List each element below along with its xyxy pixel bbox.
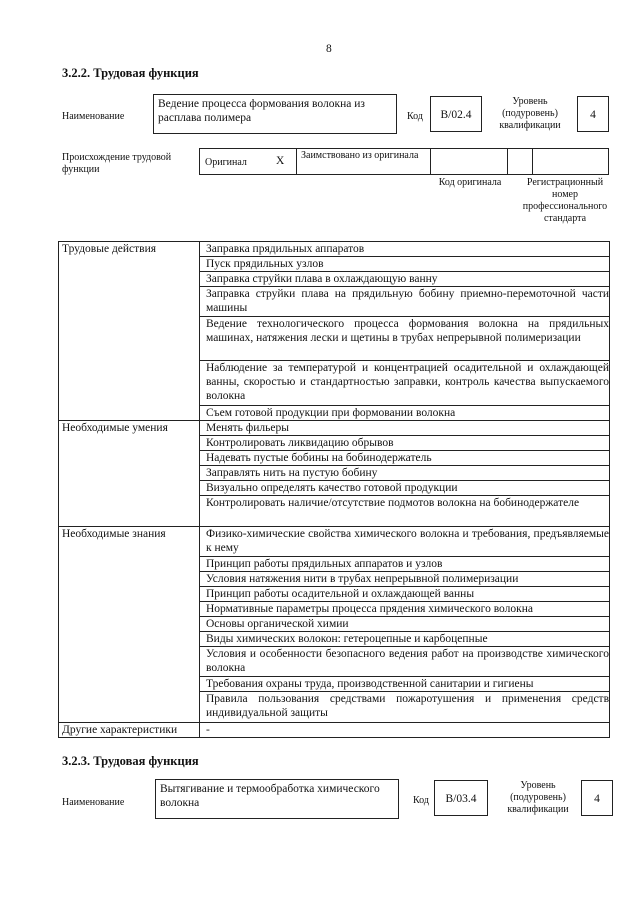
code-label: Код: [413, 795, 429, 806]
table-cell: Контролировать ликвидацию обрывов: [206, 437, 394, 449]
name-value-box: [153, 94, 397, 134]
original-mark: X: [276, 155, 285, 167]
reg-number-label: Регистрационный номер профессионального стандарта: [522, 177, 608, 224]
section-title: 3.2.2. Трудовая функция: [62, 66, 199, 80]
table-cell: Пуск прядильных узлов: [206, 258, 324, 270]
table-cell: Контролировать наличие/отсутствие подмотов волокна на бобинодержателе: [206, 497, 580, 509]
code-original-label: Код оригинала: [438, 177, 502, 188]
table-cell: Правила пользования средствами пожаротушения и применения средств индивидуальной защиты: [206, 693, 609, 719]
table-cell: Основы органической химии: [206, 618, 349, 630]
section-label-labor-actions: Трудовые действия: [62, 243, 157, 255]
table-cell: Заправка струйки плава на прядильную бобину приемно-перемоточной части машины: [206, 288, 609, 314]
table-cell: Виды химических волокон: гетероцепные и карбоцепные: [206, 633, 488, 645]
table-cell: Наблюдение за температурой и концентрацией осадительной и охлаждающей ванны, скоростью и стандартностью заправки, контроль качества выпускаемого волокна: [206, 362, 609, 402]
table-cell: Заправка прядильных аппаратов: [206, 243, 365, 255]
level-label: Уровень (подуровень) квалификации: [499, 96, 561, 131]
level-value: 4: [594, 793, 600, 805]
table-cell: Надевать пустые бобины на бобинодержатель: [206, 452, 432, 464]
section-label-skills: Необходимые умения: [62, 422, 168, 434]
table-cell: Принцип работы осадительной и охлаждающей ванны: [206, 588, 475, 600]
level-value: 4: [590, 109, 596, 121]
borrowed-label: Заимствовано из оригинала: [301, 150, 419, 161]
table-cell: Ведение технологического процесса формования волокна на прядильных машинах, натяжения лески и щетины в трубах непрерывной полимеризации: [206, 318, 609, 344]
table-cell: Визуально определять качество готовой продукции: [206, 482, 458, 494]
table-cell: Менять фильеры: [206, 422, 289, 434]
code-value: B/02.4: [440, 109, 472, 121]
table-cell: Нормативные параметры процесса прядения химического волокна: [206, 603, 533, 615]
table-cell: Условия и особенности безопасного ведения работ на производстве химического волокна: [206, 648, 609, 674]
code-value-box: [430, 96, 482, 132]
code-value-box: [434, 780, 488, 816]
level-value-box: [577, 96, 609, 132]
page-number: 8: [326, 43, 332, 55]
table-cell: Принцип работы прядильных аппаратов и узлов: [206, 558, 443, 570]
table-cell: Условия натяжения нити в трубах непрерывной полимеризации: [206, 573, 519, 585]
table-cell: Заправлять нить на пустую бобину: [206, 467, 378, 479]
code-label: Код: [407, 111, 423, 122]
name-value: Ведение процесса формования волокна из расплава полимера: [158, 98, 365, 124]
name-value-box: [155, 779, 399, 819]
section-label-knowledge: Необходимые знания: [62, 528, 166, 540]
table-cell: -: [206, 724, 210, 736]
code-value: B/03.4: [445, 793, 477, 805]
original-label: Оригинал: [205, 157, 247, 168]
name-label: Наименование: [62, 111, 125, 122]
origin-label: Происхождение трудовой функции: [62, 152, 172, 175]
table-cell: Съем готовой продукции при формовании волокна: [206, 407, 456, 419]
level-value-box: [581, 780, 613, 816]
level-label: Уровень (подуровень) квалификации: [507, 780, 569, 815]
table-cell: Требования охраны труда, производственной санитарии и гигиены: [206, 678, 534, 690]
table-cell: Физико-химические свойства химического волокна и требования, предъявляемые к нему: [206, 528, 609, 554]
section-label-other: Другие характеристики: [62, 724, 178, 736]
name-value: Вытягивание и термообработка химического волокна: [160, 783, 380, 809]
name-label: Наименование: [62, 797, 125, 808]
table-cell: Заправка струйки плава в охлаждающую ванну: [206, 273, 438, 285]
section-title: 3.2.3. Трудовая функция: [62, 754, 199, 768]
